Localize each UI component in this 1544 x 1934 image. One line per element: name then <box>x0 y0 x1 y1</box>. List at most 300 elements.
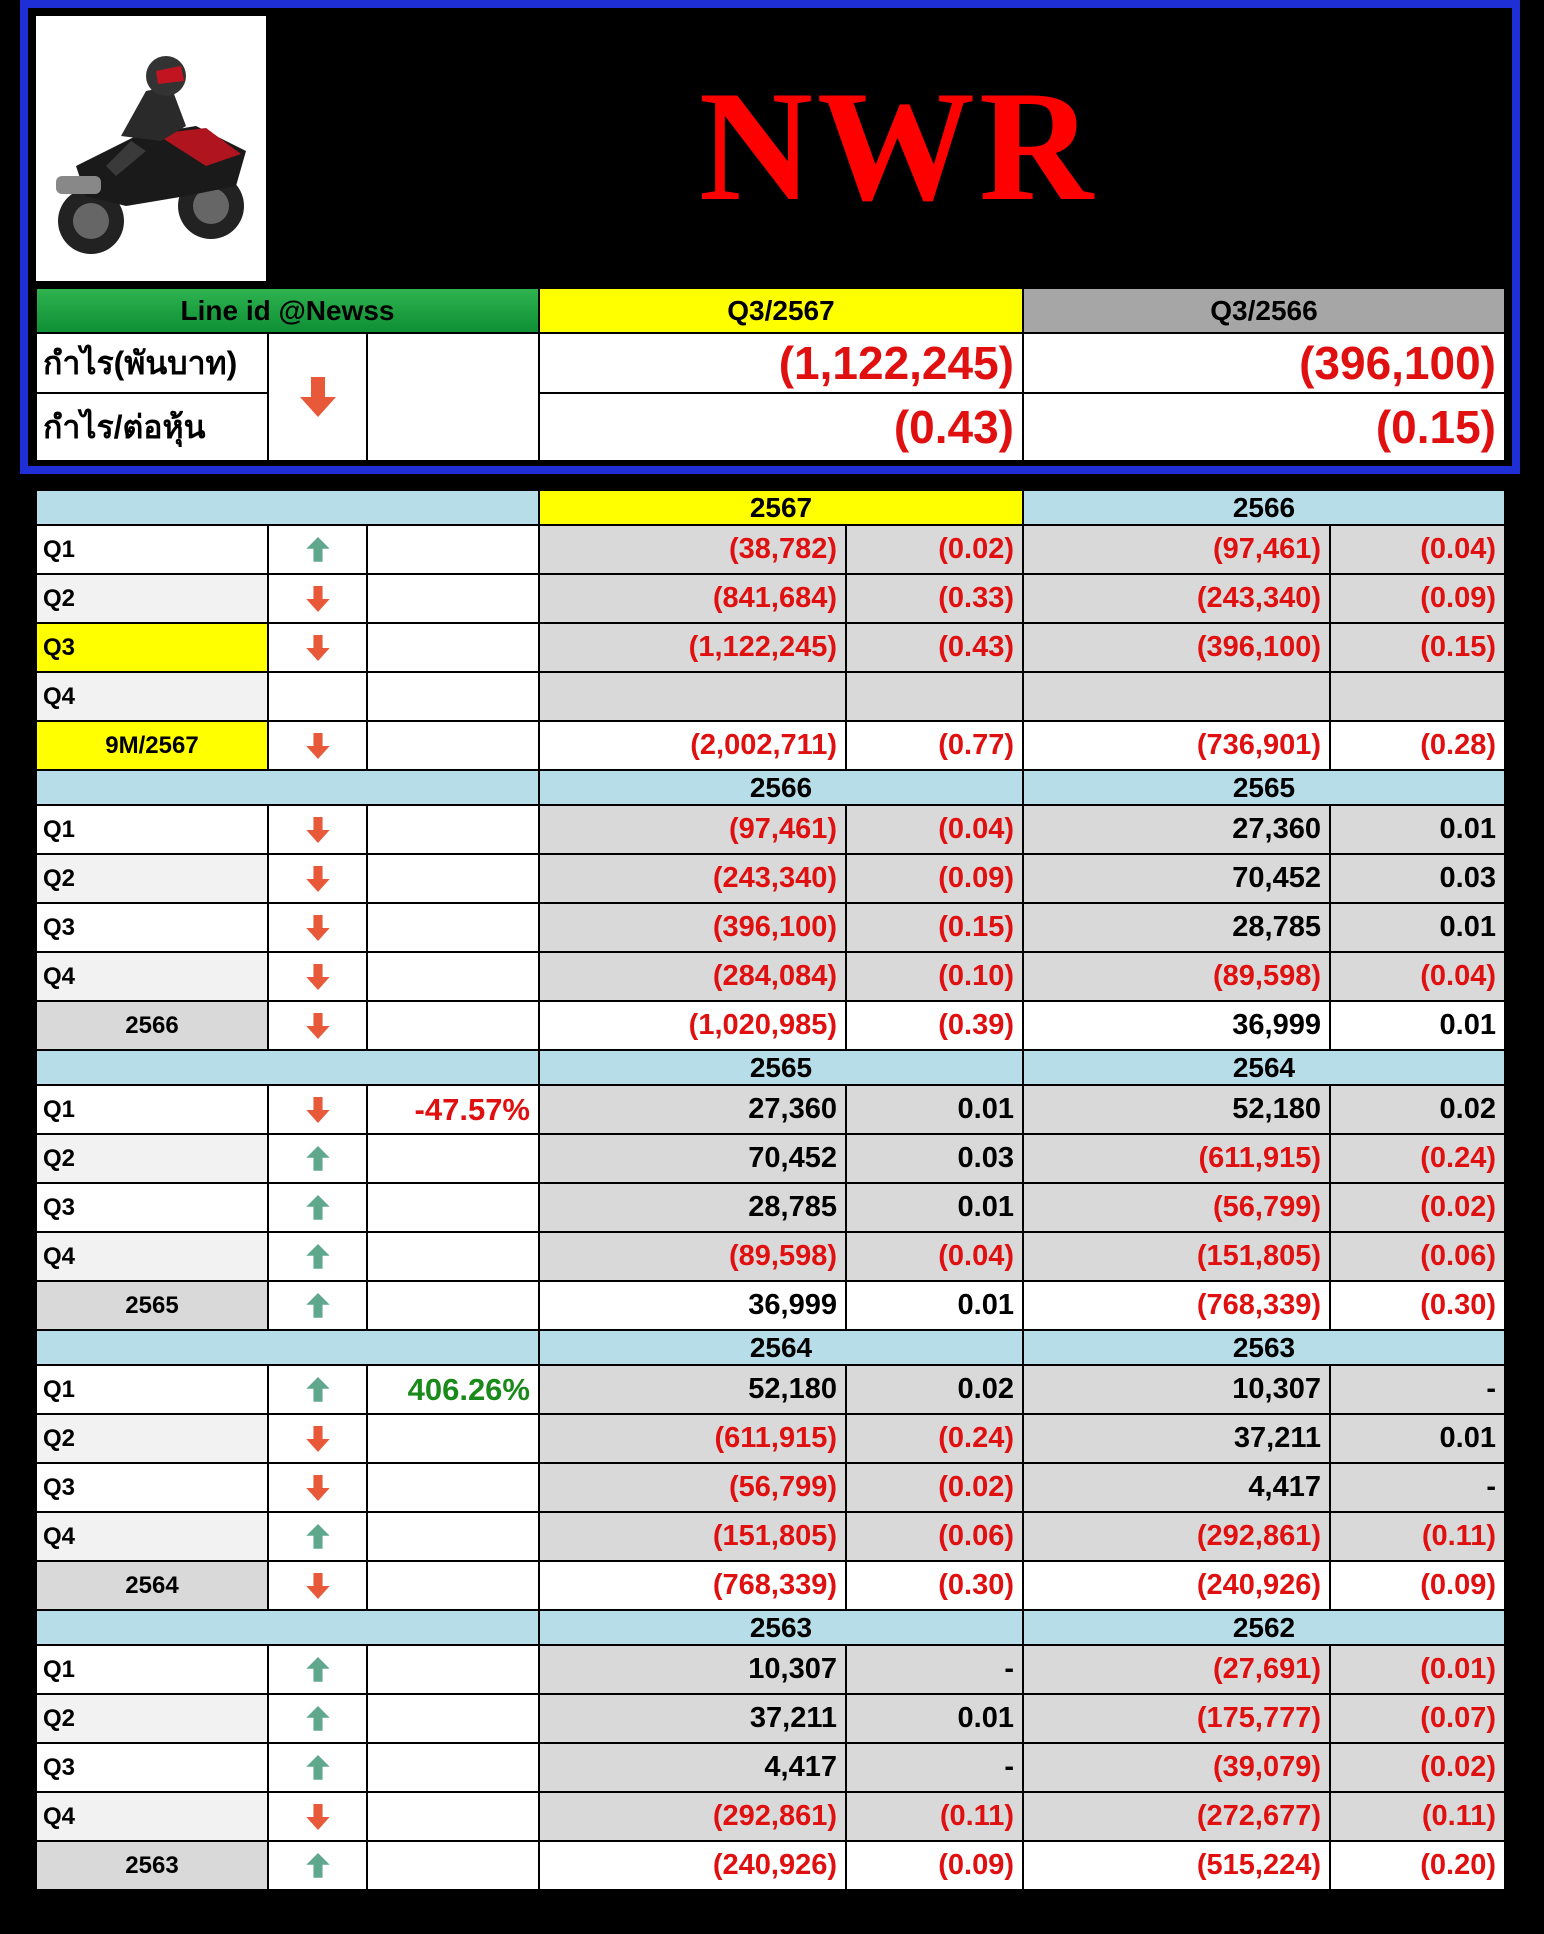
percent-change <box>367 1232 539 1281</box>
profit-current-value <box>539 333 1023 393</box>
left-eps-text: (0.15) <box>938 911 1014 943</box>
right-eps <box>1330 1561 1505 1610</box>
left-profit <box>539 1414 846 1463</box>
left-profit-text: (292,861) <box>712 1800 837 1832</box>
left-profit-text: (56,799) <box>728 1471 837 1503</box>
left-profit <box>539 1001 846 1050</box>
right-eps <box>1330 1694 1505 1743</box>
left-profit-text: (284,084) <box>712 960 837 992</box>
trend-cell <box>268 1281 367 1330</box>
right-profit <box>1023 672 1330 721</box>
row-label-text: Q4 <box>43 682 76 710</box>
row-label <box>36 623 268 672</box>
trend-cell <box>268 525 367 574</box>
row-label-text: Q4 <box>43 1802 76 1830</box>
percent-change <box>367 854 539 903</box>
profit-label: กำไร(พันบาท) <box>43 344 238 381</box>
row-label-text: Q2 <box>43 584 76 612</box>
year-header-left-text: 2564 <box>749 1331 813 1363</box>
arrow-down-icon <box>305 1095 331 1125</box>
right-eps-text: (0.06) <box>1420 1240 1496 1272</box>
row-label-text: Q2 <box>43 864 76 892</box>
trend-cell <box>268 1232 367 1281</box>
right-eps <box>1330 1085 1505 1134</box>
year-header-left <box>539 1330 1023 1365</box>
year-header-left <box>539 1610 1023 1645</box>
col-previous-label: Q3/2566 <box>1210 294 1318 326</box>
trend-cell <box>268 672 367 721</box>
row-label-text: Q4 <box>43 1522 76 1550</box>
arrow-down-icon <box>305 1802 331 1832</box>
left-profit <box>539 721 846 770</box>
right-profit <box>1023 903 1330 952</box>
right-profit-text: (292,861) <box>1196 1520 1321 1552</box>
left-eps-text: 0.01 <box>957 1191 1014 1223</box>
right-eps <box>1330 1134 1505 1183</box>
line-id-label: Line id @Newss <box>180 294 395 326</box>
left-profit <box>539 1183 846 1232</box>
year-header-left-text: 2566 <box>749 771 813 803</box>
right-profit <box>1023 1001 1330 1050</box>
trend-cell <box>268 1183 367 1232</box>
row-label <box>36 805 268 854</box>
row-label-text: Q2 <box>43 1424 76 1452</box>
trend-cell <box>268 1841 367 1890</box>
year-header-right <box>1023 770 1505 805</box>
right-eps-text: (0.15) <box>1420 631 1496 663</box>
row-label <box>36 1085 268 1134</box>
row-label-text: Q3 <box>43 913 76 941</box>
row-label <box>36 1645 268 1694</box>
trend-cell <box>268 1463 367 1512</box>
percent-change-text: -47.57% <box>414 1091 530 1127</box>
arrow-down-icon <box>305 864 331 894</box>
year-header-blank <box>36 490 539 525</box>
row-label-text: Q1 <box>43 815 76 843</box>
percent-change <box>367 1841 539 1890</box>
percent-change <box>367 623 539 672</box>
arrow-down-icon <box>305 815 331 845</box>
trend-cell <box>268 1414 367 1463</box>
arrow-up-icon <box>305 1655 331 1685</box>
right-eps <box>1330 1183 1505 1232</box>
row-label-text: 2565 <box>125 1291 179 1319</box>
right-eps <box>1330 525 1505 574</box>
left-profit <box>539 1694 846 1743</box>
right-profit <box>1023 1561 1330 1610</box>
trend-cell <box>268 574 367 623</box>
right-eps <box>1330 903 1505 952</box>
header-empty-cell <box>367 333 539 461</box>
percent-change <box>367 1365 539 1414</box>
left-profit-text: (841,684) <box>712 582 837 614</box>
left-profit <box>539 623 846 672</box>
right-profit-text: 52,180 <box>1232 1093 1321 1125</box>
arrow-up-icon <box>305 535 331 565</box>
left-eps-text: (0.02) <box>938 533 1014 565</box>
right-eps-text: 0.01 <box>1439 1009 1496 1041</box>
eps-previous-text: (0.15) <box>1375 401 1496 453</box>
percent-change <box>367 1085 539 1134</box>
percent-change <box>367 1645 539 1694</box>
right-eps <box>1330 1001 1505 1050</box>
arrow-up-icon <box>305 1704 331 1734</box>
right-eps <box>1330 574 1505 623</box>
left-eps-text: 0.01 <box>957 1289 1014 1321</box>
trend-cell <box>268 1694 367 1743</box>
left-profit-text: (396,100) <box>712 911 837 943</box>
right-profit-text: (515,224) <box>1196 1849 1321 1881</box>
row-label-text: Q2 <box>43 1144 76 1172</box>
right-profit <box>1023 854 1330 903</box>
right-eps <box>1330 1645 1505 1694</box>
left-profit <box>539 1561 846 1610</box>
row-label <box>36 1414 268 1463</box>
row-label <box>36 1841 268 1890</box>
left-profit-text: (611,915) <box>714 1422 837 1454</box>
left-eps-text: (0.43) <box>938 631 1014 663</box>
left-profit-text: (89,598) <box>728 1240 837 1272</box>
row-label <box>36 952 268 1001</box>
left-profit <box>539 1281 846 1330</box>
left-eps-text: (0.10) <box>938 960 1014 992</box>
left-profit <box>539 805 846 854</box>
trend-cell <box>268 1512 367 1561</box>
right-eps <box>1330 1463 1505 1512</box>
right-profit <box>1023 1463 1330 1512</box>
right-eps-text: (0.07) <box>1420 1702 1496 1734</box>
percent-change <box>367 1183 539 1232</box>
right-profit <box>1023 1694 1330 1743</box>
percent-change <box>367 1694 539 1743</box>
row-label <box>36 1694 268 1743</box>
right-eps-text: (0.04) <box>1420 960 1496 992</box>
left-profit <box>539 1232 846 1281</box>
right-eps-text: - <box>1486 1471 1496 1503</box>
row-label-text: Q3 <box>43 633 76 661</box>
right-eps <box>1330 1512 1505 1561</box>
trend-cell <box>268 1743 367 1792</box>
year-header-left <box>539 770 1023 805</box>
row-label-text: Q4 <box>43 1242 76 1270</box>
left-profit-text: 37,211 <box>749 1702 837 1734</box>
right-eps <box>1330 672 1505 721</box>
row-label-text: Q3 <box>43 1753 76 1781</box>
year-header-right-text: 2562 <box>1232 1611 1296 1643</box>
year-header-right <box>1023 1610 1505 1645</box>
left-eps-text: 0.02 <box>957 1373 1014 1405</box>
year-header-right-text: 2564 <box>1232 1051 1296 1083</box>
arrow-up-icon <box>305 1242 331 1272</box>
year-header-blank <box>36 1330 539 1365</box>
right-profit <box>1023 574 1330 623</box>
left-profit <box>539 574 846 623</box>
left-eps-text: (0.09) <box>938 862 1014 894</box>
trend-cell <box>268 1001 367 1050</box>
right-eps-text: (0.11) <box>1421 1800 1496 1832</box>
right-profit <box>1023 623 1330 672</box>
left-eps-text: (0.33) <box>938 582 1014 614</box>
left-profit-text: 36,999 <box>748 1289 837 1321</box>
left-profit-text: (768,339) <box>712 1569 837 1601</box>
left-profit-text: (97,461) <box>728 813 837 845</box>
arrow-down-icon <box>305 1473 331 1503</box>
right-profit-text: (736,901) <box>1196 729 1321 761</box>
left-profit-text: (1,122,245) <box>688 631 837 663</box>
right-eps-text: (0.02) <box>1420 1751 1496 1783</box>
left-eps <box>846 1281 1023 1330</box>
right-profit-text: (272,677) <box>1196 1800 1321 1832</box>
left-eps-text: - <box>1004 1653 1014 1685</box>
right-profit-text: (56,799) <box>1212 1191 1321 1223</box>
left-profit <box>539 854 846 903</box>
motorcycle-rider-icon <box>36 16 266 281</box>
right-profit <box>1023 1414 1330 1463</box>
right-profit <box>1023 1792 1330 1841</box>
right-profit <box>1023 1512 1330 1561</box>
eps-current-value <box>539 393 1023 461</box>
left-profit <box>539 1134 846 1183</box>
year-header-right <box>1023 490 1505 525</box>
row-label <box>36 672 268 721</box>
percent-change <box>367 1561 539 1610</box>
left-eps <box>846 1134 1023 1183</box>
eps-label: กำไร/ต่อหุ้น <box>43 408 206 445</box>
arrow-up-icon <box>305 1522 331 1552</box>
profit-previous-text: (396,100) <box>1299 337 1496 389</box>
row-label-text: 2564 <box>125 1571 179 1599</box>
percent-change <box>367 805 539 854</box>
right-eps <box>1330 1743 1505 1792</box>
right-profit-text: 27,360 <box>1232 813 1321 845</box>
right-profit-text: 37,211 <box>1233 1422 1321 1454</box>
year-header-blank <box>36 1050 539 1085</box>
percent-change <box>367 952 539 1001</box>
right-profit <box>1023 805 1330 854</box>
arrow-up-icon <box>305 1753 331 1783</box>
right-profit-text: (151,805) <box>1196 1240 1321 1272</box>
right-profit-text: 10,307 <box>1232 1373 1321 1405</box>
arrow-down-icon <box>305 913 331 943</box>
row-label <box>36 1365 268 1414</box>
right-profit <box>1023 952 1330 1001</box>
right-eps <box>1330 952 1505 1001</box>
left-profit-text: 4,417 <box>764 1751 837 1783</box>
arrow-down-icon <box>305 962 331 992</box>
left-eps-text: (0.06) <box>938 1520 1014 1552</box>
trend-cell <box>268 623 367 672</box>
col-previous-header <box>1023 288 1505 333</box>
left-eps <box>846 672 1023 721</box>
row-label-text: Q1 <box>43 1375 76 1403</box>
left-eps <box>846 1232 1023 1281</box>
right-eps-text: 0.03 <box>1439 862 1496 894</box>
left-eps <box>846 1841 1023 1890</box>
arrow-down-icon <box>305 1011 331 1041</box>
arrow-up-icon <box>305 1144 331 1174</box>
percent-change <box>367 525 539 574</box>
arrow-down-icon <box>298 375 338 419</box>
line-id-cell <box>36 288 539 333</box>
right-profit-text: (39,079) <box>1212 1751 1321 1783</box>
trend-cell <box>268 854 367 903</box>
left-profit-text: 52,180 <box>748 1373 837 1405</box>
right-eps-text: (0.24) <box>1420 1142 1496 1174</box>
right-profit <box>1023 1743 1330 1792</box>
trend-cell <box>268 903 367 952</box>
row-label <box>36 1561 268 1610</box>
right-profit <box>1023 1841 1330 1890</box>
left-eps-text: (0.24) <box>938 1422 1014 1454</box>
left-profit <box>539 903 846 952</box>
right-profit-text: (27,691) <box>1212 1653 1321 1685</box>
right-eps-text: - <box>1486 1373 1496 1405</box>
percent-change <box>367 672 539 721</box>
right-profit-text: 36,999 <box>1232 1009 1321 1041</box>
year-header-right-text: 2566 <box>1232 491 1296 523</box>
trend-cell <box>268 805 367 854</box>
left-profit <box>539 1085 846 1134</box>
right-eps-text: (0.04) <box>1420 533 1496 565</box>
trend-cell <box>268 1085 367 1134</box>
percent-change <box>367 903 539 952</box>
right-profit-text: (243,340) <box>1196 582 1321 614</box>
left-eps <box>846 1561 1023 1610</box>
percent-change <box>367 1463 539 1512</box>
right-profit-text: 28,785 <box>1232 911 1321 943</box>
right-eps-text: (0.09) <box>1420 582 1496 614</box>
year-header-blank <box>36 770 539 805</box>
left-eps <box>846 1414 1023 1463</box>
year-header-right-text: 2565 <box>1232 771 1296 803</box>
year-header-left <box>539 1050 1023 1085</box>
percent-change <box>367 574 539 623</box>
row-label-text: 2566 <box>125 1011 179 1039</box>
right-profit-text: (611,915) <box>1198 1142 1321 1174</box>
left-eps-text: (0.77) <box>938 729 1014 761</box>
percent-change <box>367 1414 539 1463</box>
motorcycle-logo <box>36 16 266 281</box>
right-eps-text: (0.02) <box>1420 1191 1496 1223</box>
right-profit-text: (240,926) <box>1196 1569 1321 1601</box>
arrow-down-icon <box>305 584 331 614</box>
right-eps <box>1330 1792 1505 1841</box>
row-label <box>36 903 268 952</box>
right-profit-text: (97,461) <box>1212 533 1321 565</box>
row-label <box>36 1232 268 1281</box>
left-profit-text: 28,785 <box>748 1191 837 1223</box>
right-eps-text: (0.20) <box>1420 1849 1496 1881</box>
row-label-text: 9M/2567 <box>105 731 199 759</box>
row-label-text: Q3 <box>43 1473 76 1501</box>
left-eps-text: (0.30) <box>938 1569 1014 1601</box>
left-eps-text: (0.09) <box>938 1849 1014 1881</box>
left-profit-text: (240,926) <box>712 1849 837 1881</box>
left-eps <box>846 1001 1023 1050</box>
right-eps <box>1330 1414 1505 1463</box>
left-eps <box>846 1645 1023 1694</box>
right-profit-text: (768,339) <box>1196 1289 1321 1321</box>
right-eps-text: 0.01 <box>1439 813 1496 845</box>
left-eps <box>846 854 1023 903</box>
trend-cell <box>268 1561 367 1610</box>
right-profit-text: 70,452 <box>1232 862 1321 894</box>
right-profit-text: (175,777) <box>1196 1702 1321 1734</box>
left-eps <box>846 1512 1023 1561</box>
row-label <box>36 854 268 903</box>
row-label <box>36 1463 268 1512</box>
left-eps <box>846 1183 1023 1232</box>
left-eps-text: - <box>1004 1751 1014 1783</box>
percent-change <box>367 1281 539 1330</box>
left-profit <box>539 1743 846 1792</box>
left-eps <box>846 721 1023 770</box>
left-eps <box>846 1463 1023 1512</box>
percent-change <box>367 1792 539 1841</box>
left-profit <box>539 1365 846 1414</box>
right-eps <box>1330 1841 1505 1890</box>
col-current-label: Q3/2567 <box>727 294 835 326</box>
left-eps <box>846 1792 1023 1841</box>
left-eps-text: (0.04) <box>938 813 1014 845</box>
trend-cell <box>268 1134 367 1183</box>
left-eps-text: (0.39) <box>938 1009 1014 1041</box>
left-eps <box>846 903 1023 952</box>
right-profit-text: (396,100) <box>1196 631 1321 663</box>
left-eps <box>846 952 1023 1001</box>
right-eps-text: 0.02 <box>1439 1093 1496 1125</box>
profit-previous-value <box>1023 333 1505 393</box>
left-profit <box>539 1463 846 1512</box>
row-label <box>36 721 268 770</box>
row-label-text: Q1 <box>43 1655 76 1683</box>
left-eps <box>846 1365 1023 1414</box>
header-trend-cell <box>268 333 367 461</box>
row-label <box>36 525 268 574</box>
row-label <box>36 1183 268 1232</box>
right-eps-text: (0.30) <box>1420 1289 1496 1321</box>
arrow-up-icon <box>305 1291 331 1321</box>
left-profit-text: 70,452 <box>748 1142 837 1174</box>
trend-cell <box>268 1365 367 1414</box>
right-eps <box>1330 623 1505 672</box>
right-profit <box>1023 1365 1330 1414</box>
left-eps <box>846 805 1023 854</box>
right-eps-text: (0.11) <box>1421 1520 1496 1552</box>
percent-change <box>367 1134 539 1183</box>
arrow-up-icon <box>305 1193 331 1223</box>
eps-row-label <box>36 393 268 461</box>
arrow-up-icon <box>305 1375 331 1405</box>
right-profit <box>1023 525 1330 574</box>
year-header-right <box>1023 1050 1505 1085</box>
trend-cell <box>268 952 367 1001</box>
right-eps-text: 0.01 <box>1439 911 1496 943</box>
left-eps-text: (0.11) <box>939 1800 1014 1832</box>
left-profit-text: 10,307 <box>748 1653 837 1685</box>
left-eps-text: (0.04) <box>938 1240 1014 1272</box>
year-header-right <box>1023 1330 1505 1365</box>
left-eps <box>846 574 1023 623</box>
left-profit <box>539 672 846 721</box>
right-profit <box>1023 1232 1330 1281</box>
arrow-down-icon <box>305 1424 331 1454</box>
left-eps <box>846 1694 1023 1743</box>
arrow-up-icon <box>305 1851 331 1881</box>
left-eps <box>846 1085 1023 1134</box>
left-profit-text: (38,782) <box>728 533 837 565</box>
year-header-left <box>539 490 1023 525</box>
